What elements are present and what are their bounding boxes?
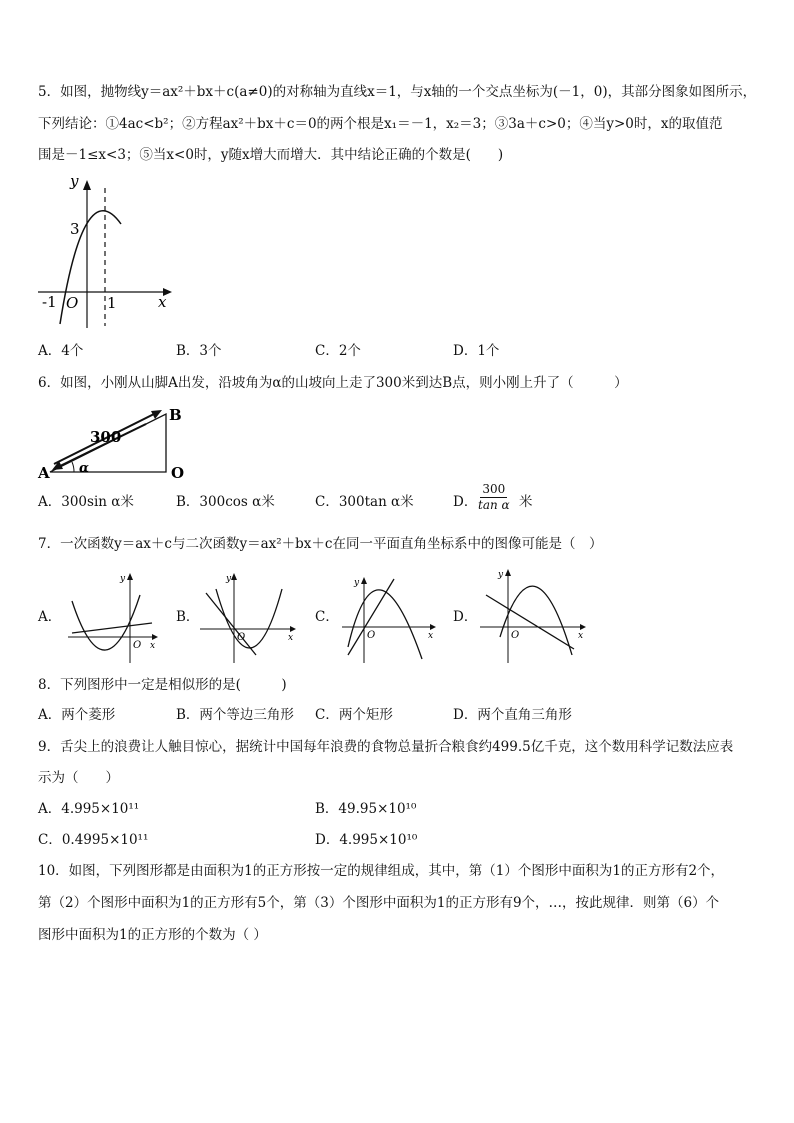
q6-slope-figure (36, 400, 196, 482)
q8-option-b: B．两个等边三角形 (176, 707, 294, 723)
svg-text:x: x (578, 631, 584, 641)
q6-option-d-prefix: D． (453, 494, 478, 510)
q5-option-c: C．2个 (315, 343, 361, 359)
q8-option-c: C．两个矩形 (315, 707, 393, 723)
q7-option-c-label: C． (315, 609, 339, 625)
q9-option-b: B．49.95×10¹⁰ (315, 801, 417, 817)
q5-option-a: A．4个 (38, 343, 84, 359)
svg-text:O: O (133, 640, 142, 651)
q6-option-b: B．300cos α米 (176, 494, 275, 510)
q6-option-d-denominator: tan α (478, 498, 510, 512)
q5-tick-neg1: -1 (42, 293, 57, 311)
svg-text:O: O (511, 630, 520, 641)
q5-text-line2: 下列结论：①4ac<b²；②方程ax²＋bx＋c＝0的两个根是x₁＝－1，x₂＝3；③3a＋c>0；④当y>0时，x的取值范 (38, 116, 723, 132)
q5-text-line3: 围是－1≤x<3；⑤当x<0时，y随x增大而增大．其中结论正确的个数是( ) (38, 147, 504, 163)
q6-label-b: B (169, 406, 182, 424)
q5-tick-1: 1 (107, 294, 117, 312)
q5-origin-label: O (66, 294, 79, 312)
svg-text:x: x (150, 641, 156, 651)
q6-option-d-fraction (478, 482, 510, 513)
q10-text-line1: 10．如图，下列图形都是由面积为1的正方形按一定的规律组成，其中，第（1）个图形中面积为1的正方形有2个， (38, 863, 725, 879)
q5-option-d: D．1个 (453, 343, 500, 359)
q6-label-300: 300 (90, 428, 122, 446)
q8-option-a: A．两个菱形 (38, 707, 116, 723)
svg-text:y: y (354, 578, 360, 588)
svg-text:y: y (120, 574, 126, 584)
q7-graph-b (196, 567, 300, 667)
q7-text-line1: 7．一次函数y＝ax＋c与二次函数y＝ax²＋bx＋c在同一平面直角坐标系中的图像可能是（ ） (38, 536, 603, 552)
q9-text-line1: 9．舌尖上的浪费让人触目惊心，据统计中国每年浪费的食物总量折合粮食约499.5亿千克，这个数用科学记数法应表 (38, 739, 734, 755)
q5-x-label: x (158, 293, 167, 311)
q5-text-line1: 5．如图，抛物线y＝ax²＋bx＋c(a≠0)的对称轴为直线x＝1，与x轴的一个交点坐标为(－1，0)，其部分图象如图所示， (38, 84, 757, 100)
q6-label-alpha: α (79, 461, 90, 476)
q5-y-label: y (70, 172, 79, 190)
q9-text-line2: 示为（ ） (38, 770, 119, 786)
q6-label-a: A (38, 464, 50, 482)
q5-y-arrow (83, 180, 91, 190)
q7-graph-c (338, 567, 442, 667)
q6-option-c: C．300tan α米 (315, 494, 414, 510)
q7-option-d-label: D． (453, 609, 478, 625)
svg-text:O: O (237, 632, 246, 643)
q8-option-d: D．两个直角三角形 (453, 707, 572, 723)
q9-option-c: C．0.4995×10¹¹ (38, 832, 149, 848)
q7-option-a-label: A． (38, 609, 62, 625)
q10-text-line2: 第（2）个图形中面积为1的正方形有5个，第（3）个图形中面积为1的正方形有9个，…，按此规律．则第（6）个 (38, 895, 720, 911)
q9-option-a: A．4.995×10¹¹ (38, 801, 140, 817)
svg-text:x: x (288, 633, 294, 643)
q5-parabola-figure (34, 172, 184, 332)
q6-option-d-suffix: 米 (519, 494, 533, 510)
q5-option-b: B．3个 (176, 343, 222, 359)
q7-graph-d (476, 567, 592, 667)
q6-option-d-numerator: 300 (482, 482, 506, 496)
q6-label-o: O (171, 464, 185, 482)
q6-option-a: A．300sin α米 (38, 494, 134, 510)
q6-angle-arc (72, 462, 74, 472)
svg-text:O: O (367, 630, 376, 641)
q9-option-d: D．4.995×10¹⁰ (315, 832, 418, 848)
q8-text-line1: 8．下列图形中一定是相似形的是( ) (38, 677, 287, 693)
q10-text-line3: 图形中面积为1的正方形的个数为（ ） (38, 927, 267, 943)
svg-text:x: x (428, 631, 434, 641)
svg-text:y: y (498, 570, 504, 580)
svg-text:y: y (226, 574, 232, 584)
q6-text-line1: 6．如图，小刚从山脚A出发，沿坡角为α的山坡向上走了300米到达B点，则小刚上升了（ ） (38, 375, 628, 391)
q7-graph-a (60, 567, 164, 667)
q5-tick-3: 3 (70, 220, 80, 238)
q7-option-b-label: B． (176, 609, 200, 625)
